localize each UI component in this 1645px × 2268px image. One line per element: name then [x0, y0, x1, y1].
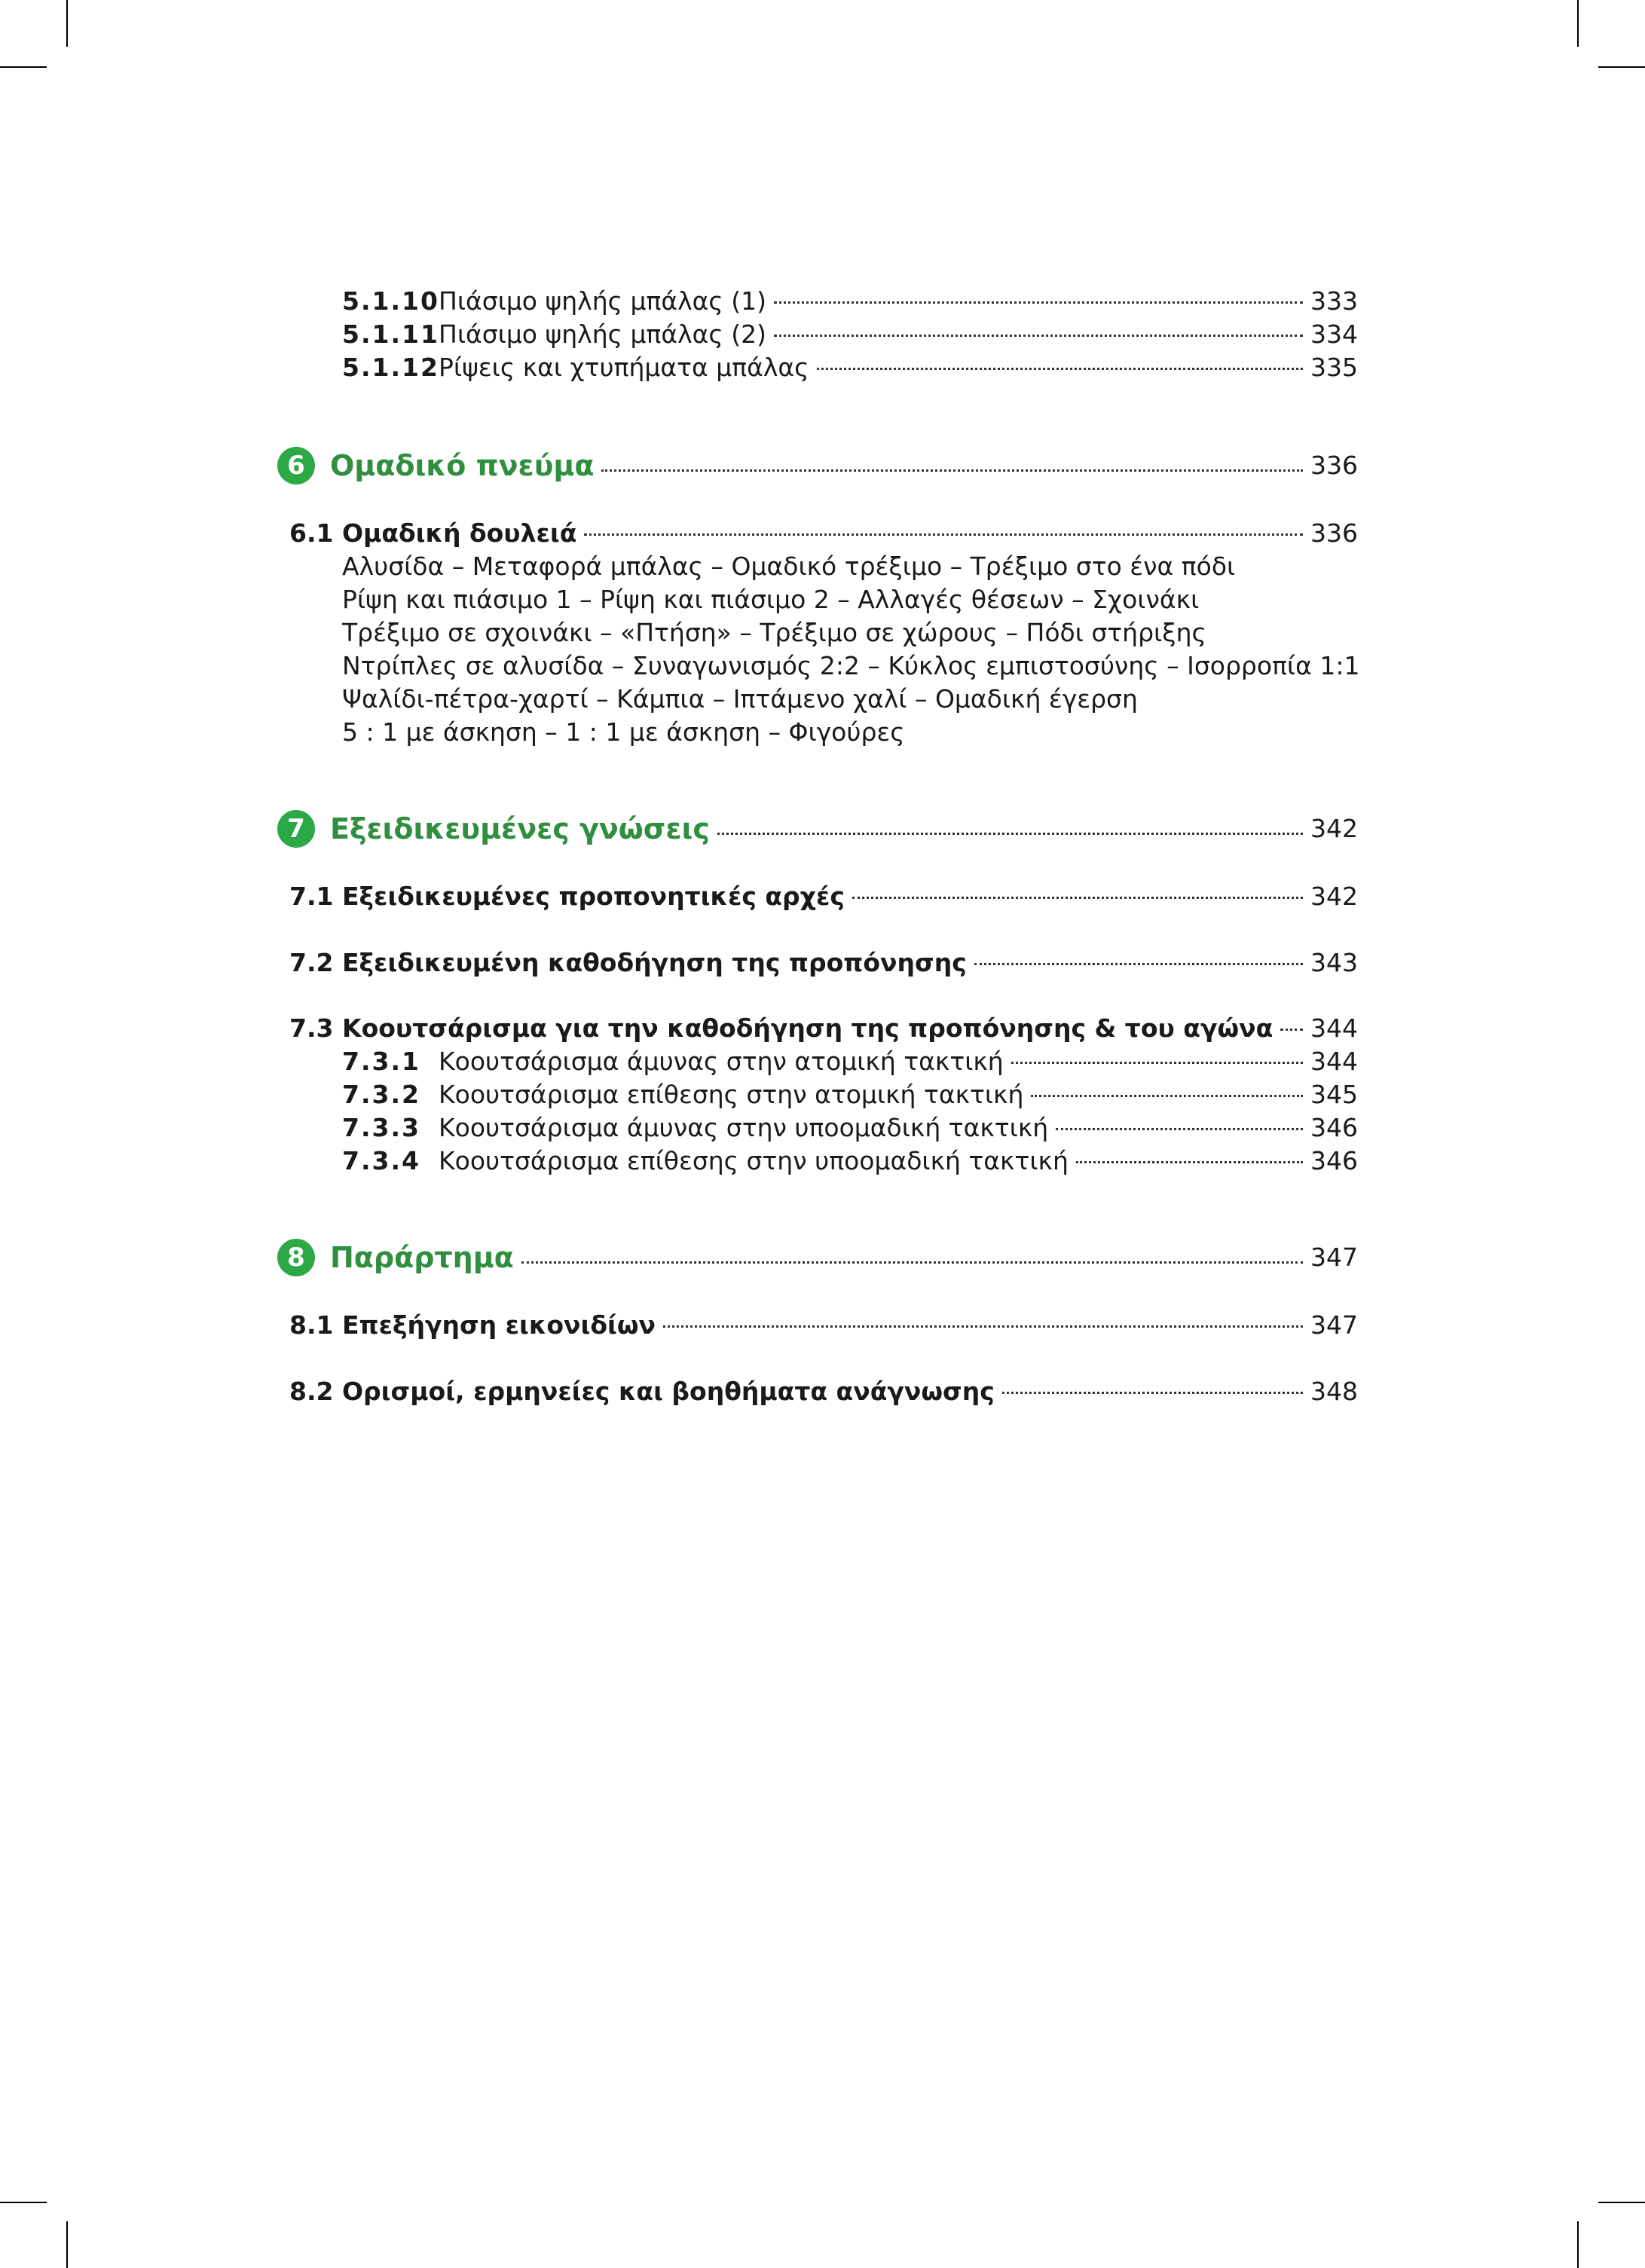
toc-entry-5-1-10[interactable]: [289, 285, 1358, 318]
page-number: 344: [1310, 1047, 1358, 1076]
dot-leader: [717, 833, 1303, 835]
entry-title: Πιάσιμο ψηλής μπάλας (2): [439, 319, 766, 349]
activity-line: Ντρίπλες σε αλυσίδα – Συναγωνισμός 2:2 – Κύκλος εμπιστοσύνης – Ισορροπία 1:1: [342, 651, 1360, 680]
section-title: Εξειδικευμένη καθοδήγηση της προπόνησης: [342, 948, 967, 977]
entry-number: 5.1.10: [342, 286, 439, 316]
entry-number: 5.1.12: [342, 353, 439, 382]
crop-mark: [66, 0, 68, 47]
dot-leader: [521, 1261, 1303, 1264]
chapter-title: Παράρτημα: [330, 1241, 514, 1274]
page-number: 345: [1310, 1080, 1358, 1109]
entry-number: 5.1.11: [342, 319, 439, 349]
toc-entry-5-1-12[interactable]: [289, 351, 1358, 384]
entry-title: Κοουτσάρισμα επίθεσης στην υποομαδική τακτική: [439, 1146, 1069, 1175]
activity-line: Τρέξιμο σε σχοινάκι – «Πτήση» – Τρέξιμο σε χώρους – Πόδι στήριξης: [342, 618, 1206, 647]
entry-number: 7.3.1: [342, 1047, 420, 1076]
dot-leader: [663, 1325, 1303, 1328]
section-number: 8.2: [289, 1377, 334, 1406]
section-title: Κοουτσάρισμα για την καθοδήγηση της προπόνησης & του αγώνα: [342, 1013, 1273, 1043]
dot-leader: [584, 533, 1303, 536]
page-number: 335: [1310, 353, 1358, 382]
section-number: 7.1: [289, 882, 334, 911]
dot-leader: [774, 301, 1303, 304]
dot-leader: [1031, 1095, 1303, 1097]
entry-number: 7.3.2: [342, 1080, 420, 1109]
page-number: 347: [1310, 1243, 1358, 1272]
entry-title: Κοουτσάρισμα άμυνας στην υποομαδική τακτική: [439, 1113, 1049, 1142]
section-title: Ορισμοί, ερμηνείες και βοηθήματα ανάγνωσης: [342, 1377, 995, 1406]
toc-entry-7-3-1[interactable]: [289, 1045, 1358, 1078]
toc-section-8-2[interactable]: [289, 1375, 1358, 1408]
entry-number: 7.3.3: [342, 1113, 420, 1142]
page-number: 333: [1310, 286, 1358, 316]
dot-leader: [817, 368, 1304, 370]
toc-chapter-6[interactable]: [289, 446, 1358, 485]
toc-entry-7-3-3[interactable]: [289, 1111, 1358, 1145]
chapter-number-badge: 6: [277, 447, 315, 484]
section-number: 7.3: [289, 1013, 334, 1043]
page-number: 336: [1310, 518, 1358, 548]
dot-leader: [1056, 1128, 1303, 1130]
section-number: 7.2: [289, 948, 334, 977]
crop-mark: [1577, 2221, 1579, 2268]
page-number: 347: [1310, 1310, 1358, 1340]
dot-leader: [1280, 1029, 1303, 1031]
toc-section-7-2[interactable]: [289, 946, 1358, 980]
toc-entry-5-1-11[interactable]: [289, 318, 1358, 351]
dot-leader: [852, 897, 1303, 899]
dot-leader: [974, 963, 1303, 965]
section-title: Ομαδική δουλειά: [342, 518, 577, 548]
page-number: 334: [1310, 319, 1358, 349]
activity-line: Ψαλίδι-πέτρα-χαρτί – Κάμπια – Ιπτάμενο χαλί – Ομαδική έγερση: [342, 684, 1138, 714]
page-number: 343: [1310, 948, 1358, 977]
page-number: 342: [1310, 814, 1358, 843]
entry-title: Πιάσιμο ψηλής μπάλας (1): [439, 286, 766, 316]
section-title: Εξειδικευμένες προπονητικές αρχές: [342, 882, 845, 911]
entry-title: Ρίψεις και χτυπήματα μπάλας: [439, 353, 809, 382]
section-number: 6.1: [289, 518, 334, 548]
toc-chapter-8[interactable]: [289, 1238, 1358, 1277]
toc-entry-7-3-2[interactable]: [289, 1078, 1358, 1111]
dot-leader: [1076, 1161, 1303, 1163]
crop-mark: [66, 2221, 68, 2268]
dot-leader: [774, 335, 1303, 337]
chapter-number-badge: 7: [277, 810, 315, 848]
chapter-title: Ομαδικό πνεύμα: [330, 449, 595, 482]
crop-mark: [0, 2202, 47, 2203]
chapter-title: Εξειδικευμένες γνώσεις: [330, 812, 710, 845]
toc-section-7-1[interactable]: [289, 880, 1358, 913]
dot-leader: [1002, 1392, 1303, 1394]
toc-entry-7-3-4[interactable]: [289, 1145, 1358, 1178]
page-number: 346: [1310, 1146, 1358, 1175]
dot-leader: [601, 469, 1303, 472]
page-number: 348: [1310, 1377, 1358, 1406]
page-number: 346: [1310, 1113, 1358, 1142]
section-number: 8.1: [289, 1310, 334, 1340]
entry-number: 7.3.4: [342, 1146, 420, 1175]
crop-mark: [0, 66, 47, 68]
toc-chapter-7[interactable]: [289, 809, 1358, 848]
toc-section-7-3[interactable]: [289, 1012, 1358, 1045]
toc-section-8-1[interactable]: [289, 1309, 1358, 1342]
section-title: Επεξήγηση εικονιδίων: [342, 1310, 656, 1340]
activity-line: Ρίψη και πιάσιμο 1 – Ρίψη και πιάσιμο 2 – Αλλαγές θέσεων – Σχοινάκι: [342, 585, 1200, 614]
toc-section-6-1[interactable]: [289, 517, 1358, 550]
entry-title: Κοουτσάρισμα επίθεσης στην ατομική τακτική: [439, 1080, 1024, 1109]
page-number: 336: [1310, 451, 1358, 480]
activity-line: 5 : 1 με άσκηση – 1 : 1 με άσκηση – Φιγούρες: [342, 717, 905, 747]
dot-leader: [1011, 1062, 1303, 1064]
entry-title: Κοουτσάρισμα άμυνας στην ατομική τακτική: [439, 1047, 1004, 1076]
crop-mark: [1577, 0, 1579, 47]
crop-mark: [1598, 66, 1645, 68]
chapter-number-badge: 8: [277, 1239, 315, 1276]
page-number: 344: [1310, 1013, 1358, 1043]
activity-line: Αλυσίδα – Μεταφορά μπάλας – Ομαδικό τρέξιμο – Τρέξιμο στο ένα πόδι: [342, 552, 1236, 581]
crop-mark: [1598, 2202, 1645, 2203]
page-number: 342: [1310, 882, 1358, 911]
